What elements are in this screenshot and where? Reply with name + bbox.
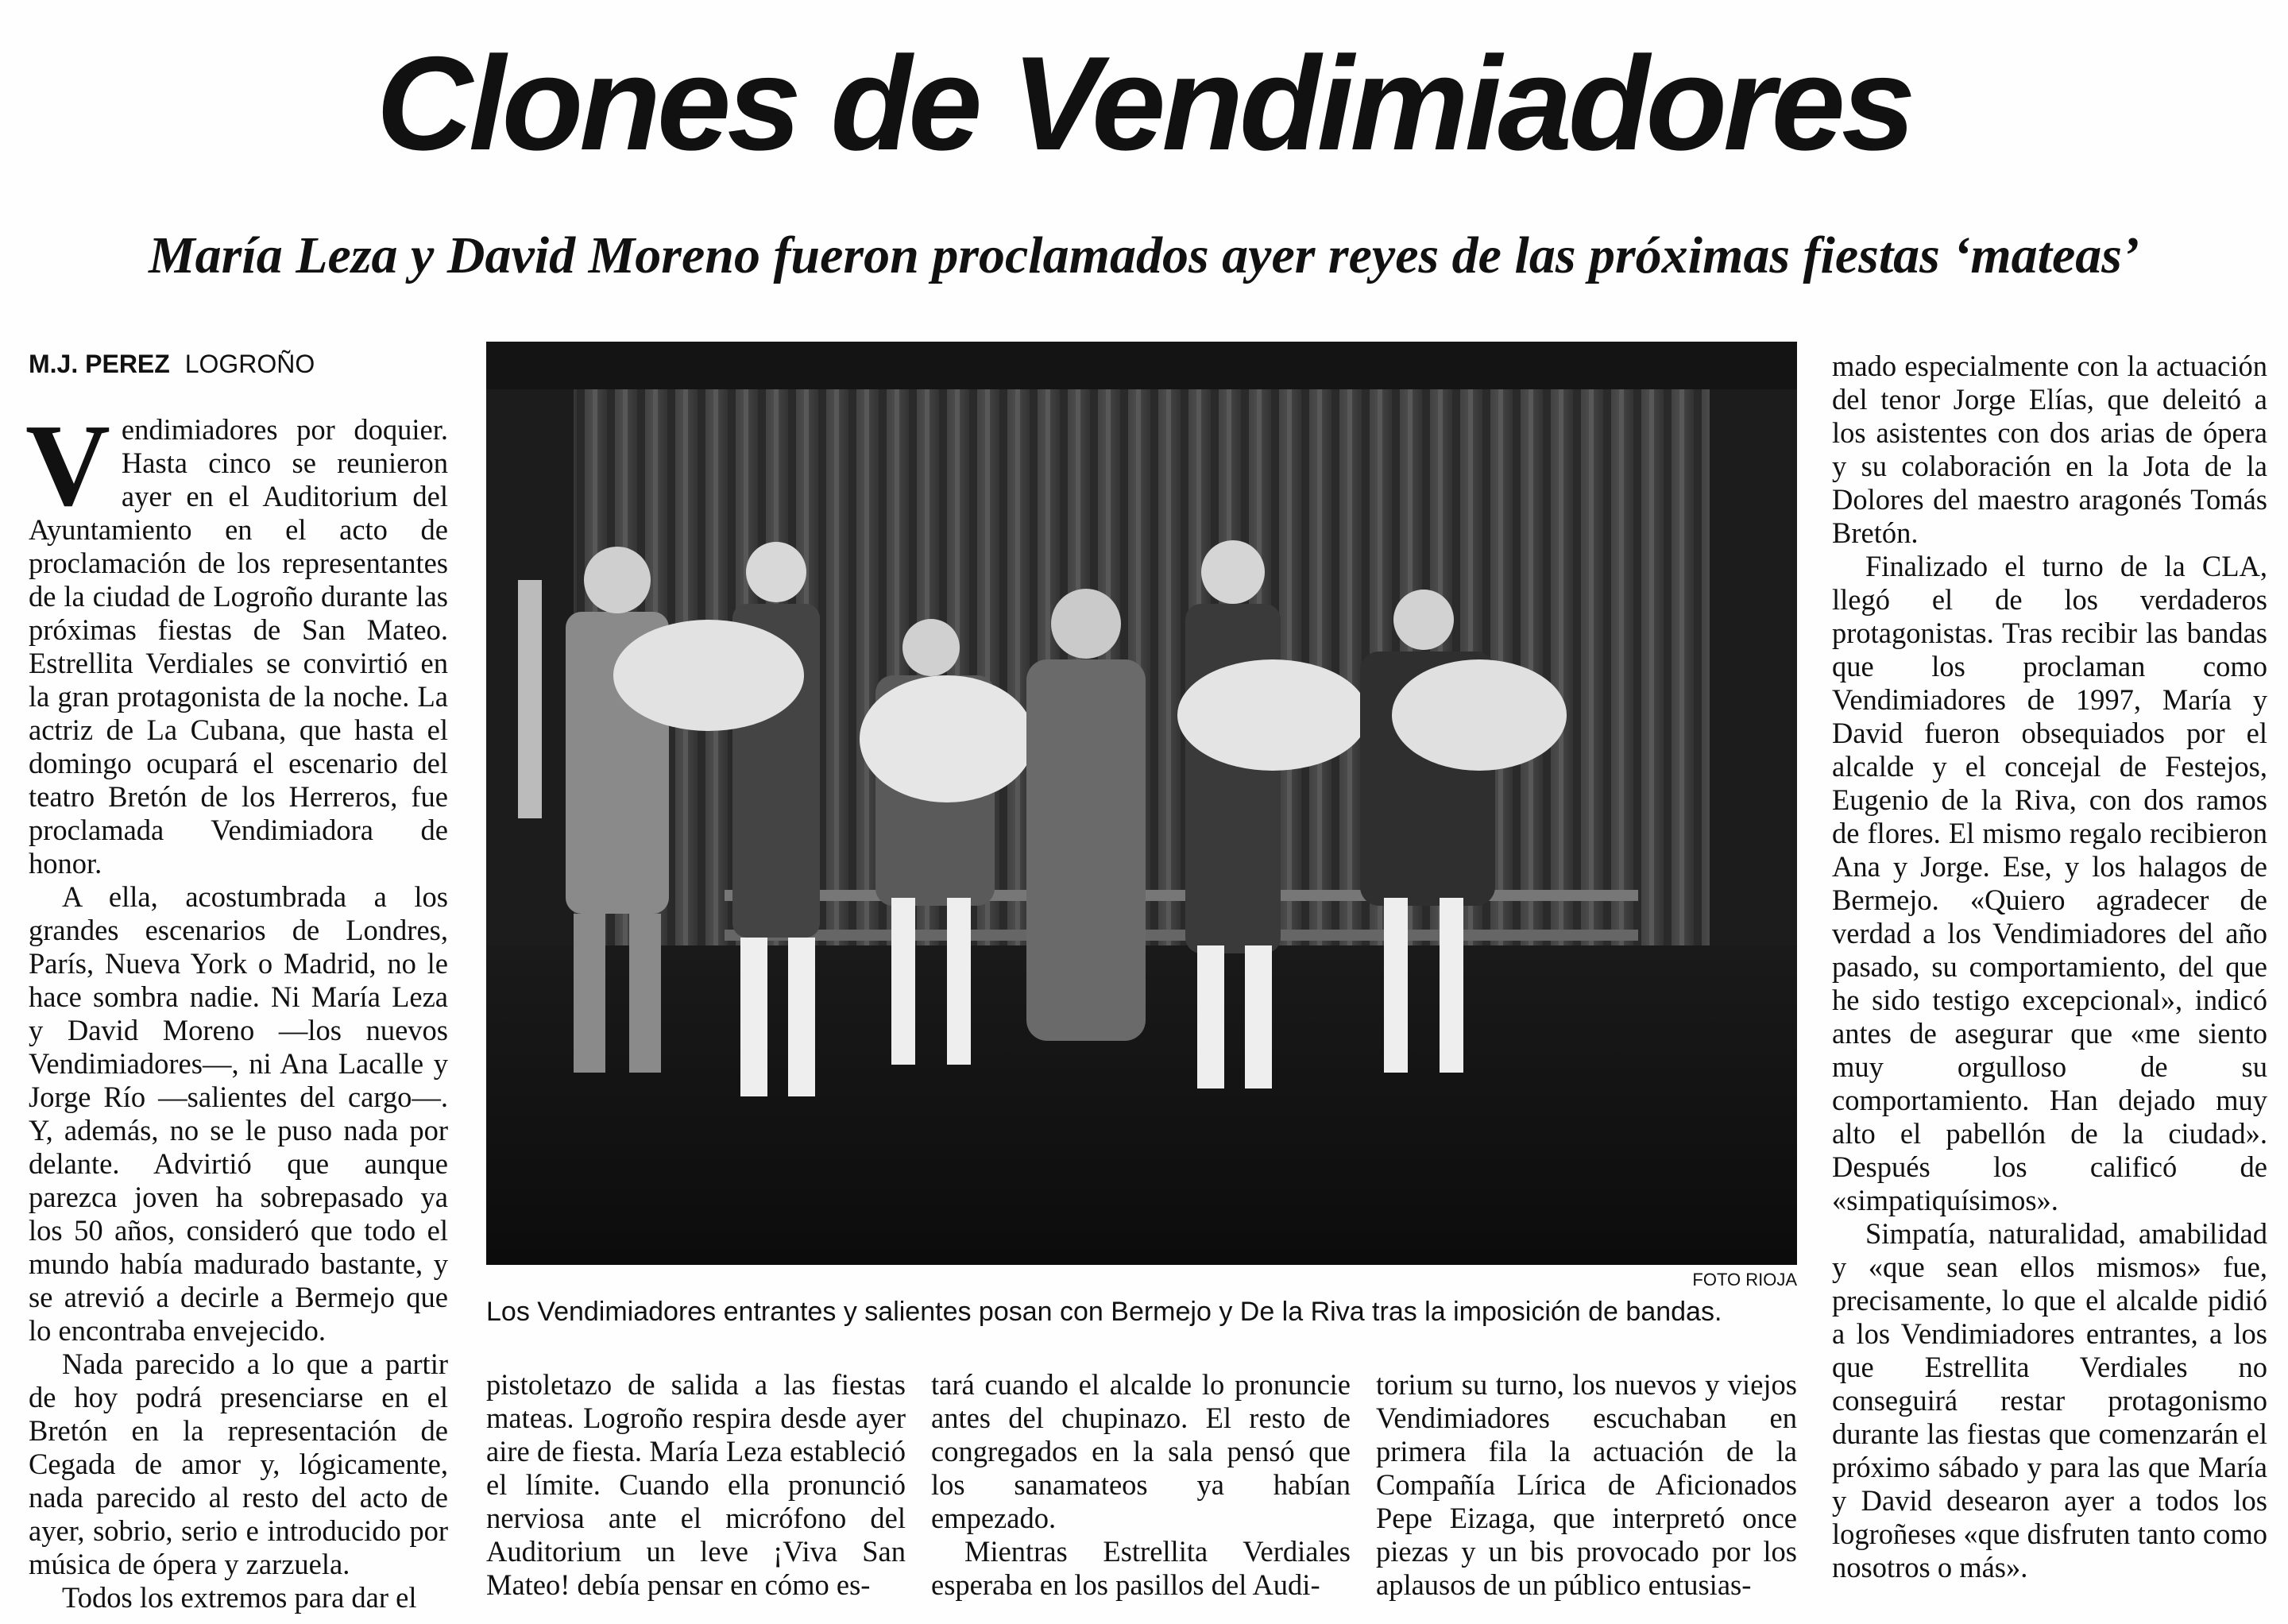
paragraph-text: endimiadores por doquier. Hasta cinco se reunieron ayer en el Auditorium del Ayuntamiento en el acto de proclamación de los representantes de la ciudad de Logroño durante las próximas fiestas de San Mateo. Estrellita Verdiales se convirtió en la gran protagonista de la noche. La actriz de La Cubana, que hasta el domingo ocupará el escenario del teatro Bretón de los Herreros, fue proclamada Vendimiadora de honor. (29, 413, 448, 880)
article-column-4 (1376, 1368, 1797, 1622)
byline-author: M.J. PEREZ (29, 350, 170, 378)
paragraph: mado especialmente con la actuación del tenor Jorge Elías, que deleitó a los asistentes con dos arias de ópera y su colaboración en la Jota de la Dolores del maestro aragonés Tomás Bretón. (1832, 350, 2267, 549)
photo-illustration (486, 342, 1797, 1265)
paragraph: Simpatía, naturalidad, amabilidad y «que sean ellos mismos» fue, precisamente, lo que el alcalde pidió a los Vendimiadores entrantes, a los que Estrellita Verdiales no conseguirá restar protagonismo durante las fiestas que comenzarán el próximo sábado y para las que María y David desearon ayer a todos los logroñeses «que disfruten tanto como nosotros o más». (1832, 1217, 2267, 1583)
subheadline: María Leza y David Moreno fueron proclamados ayer reyes de las próximas fiestas ‘mateas’ (149, 226, 2139, 284)
paragraph: pistoletazo de salida a las fiestas mateas. Logroño respira desde ayer aire de fiesta. María Leza estableció el límite. Cuando ella pronunció nerviosa ante el micrófono del Auditorium un leve ¡Viva San Mateo! debía pensar en cómo es- (486, 1368, 906, 1601)
drop-cap: V (25, 400, 110, 531)
byline (29, 350, 315, 379)
paragraph: Finalizado el turno de la CLA, llegó el de los verdaderos protagonistas. Tras recibir las bandas que los proclaman como Vendimiadores de 1997, María y David fueron obsequiados por el alcalde y el concejal de Festejos, Eugenio de la Riva, con dos ramos de flores. El mismo regalo recibieron Ana y Jorge. Ese, y los halagos de Bermejo. «Quiero agradecer de verdad a los Vendimiadores del año pasado, su comportamiento, del que he sido testigo excepcional», indicó antes de asegurar que «me siento muy orgulloso de su comportamiento. Han dejado muy alto el pabellón de la ciudad». Después los calificó de «simpatiquísimos». (1832, 550, 2267, 1216)
paragraph: torium su turno, los nuevos y viejos Vendimiadores escuchaban en primera fila la actuación de la Compañía Lírica de Aficionados Pepe Eizaga, que interpretó once piezas y un bis provocado por los aplausos de un público entusias- (1376, 1368, 1797, 1601)
headline: Clones de Vendimiadores (376, 29, 1912, 178)
article-photo (486, 342, 1797, 1265)
photo-credit: FOTO RIOJA (1692, 1270, 1797, 1290)
paragraph: Todos los extremos para dar el (62, 1581, 417, 1614)
paragraph (25, 400, 448, 880)
paragraph: Nada parecido a lo que a partir de hoy podrá presenciarse en el Bretón en la representación de Cegada de amor y, lógicamente, nada parecido al resto del acto de ayer, sobrio, serio e introducido por música de ópera y zarzuela. (29, 1348, 448, 1580)
paragraph: A ella, acostumbrada a los grandes escenarios de Londres, París, Nueva York o Madrid, no le hace sombra nadie. Ni María Leza y David Moreno —los nuevos Vendimiadores—, ni Ana Lacalle y Jorge Río —salientes del cargo—. Y, además, no se le puso nada por delante. Advirtió que aunque parezca joven ha sobrepasado ya los 50 años, consideró que todo el mundo había madurado bastante, y se atrevió a decirle a Bermejo que lo encontraba envejecido. (29, 880, 448, 1347)
article-column-3 (931, 1368, 1351, 1622)
byline-place: LOGROÑO (184, 350, 315, 378)
article-column-1 (25, 400, 448, 1621)
photo-caption: Los Vendimiadores entrantes y salientes posan con Bermejo y De la Riva tras la imposición de bandas. (486, 1297, 1722, 1327)
article-column-2 (486, 1368, 906, 1622)
paragraph: tará cuando el alcalde lo pronuncie antes del chupinazo. El resto de congregados en la sala pensó que los sanamateos ya habían empezado. (931, 1368, 1351, 1534)
paragraph: Mientras Estrellita Verdiales esperaba en los pasillos del Audi- (931, 1535, 1351, 1601)
article-column-5 (1832, 350, 2267, 1621)
